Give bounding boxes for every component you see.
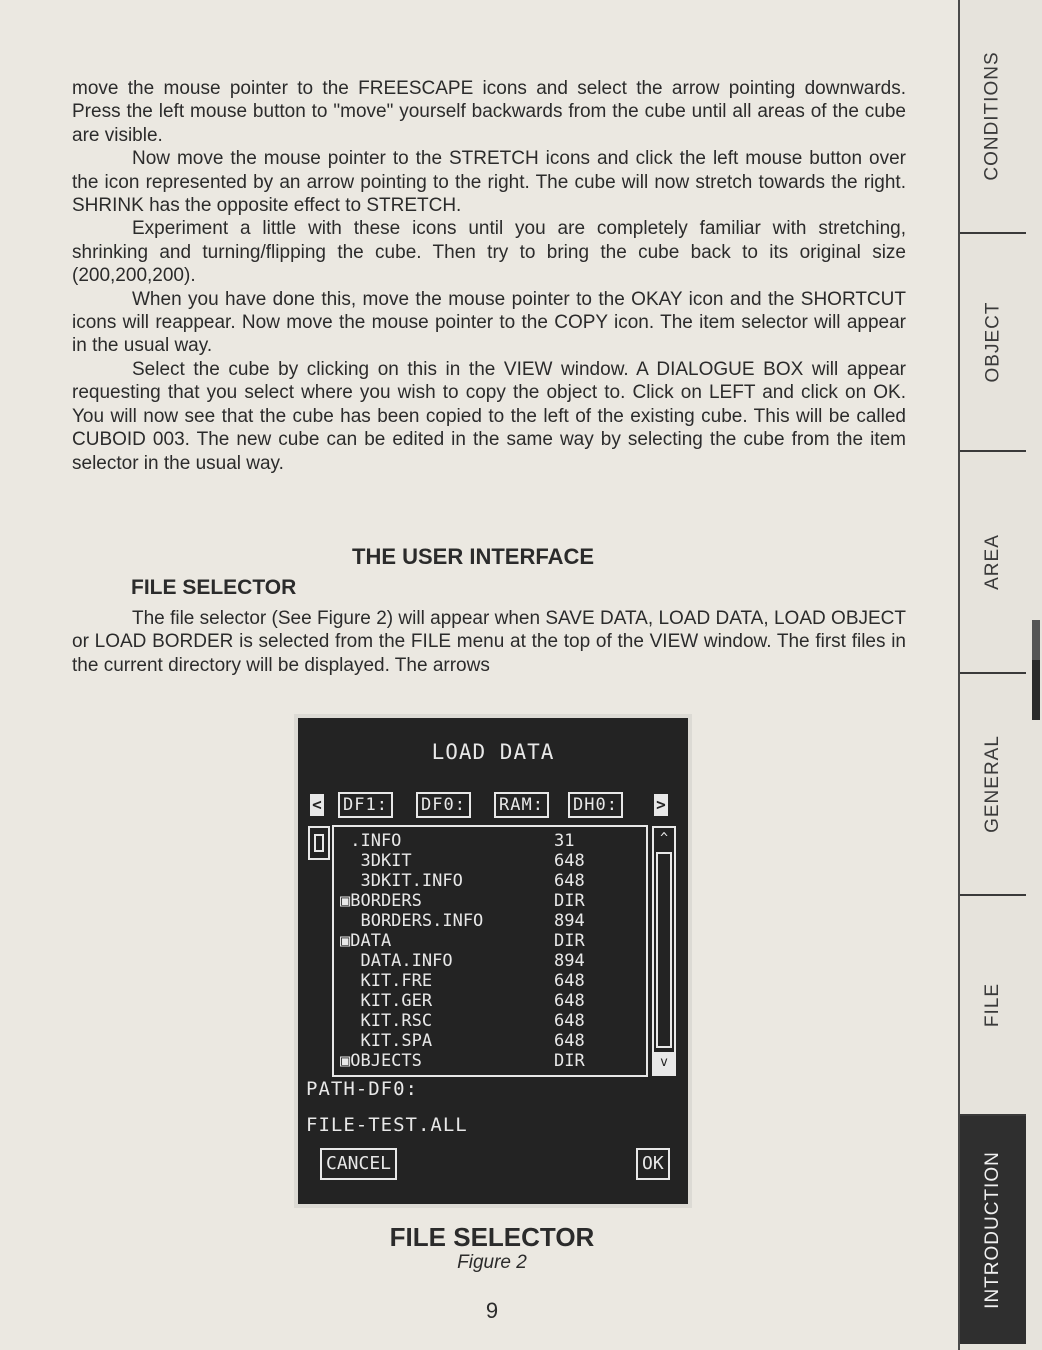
prev-drive-arrow-icon[interactable]: < (310, 794, 324, 816)
tab-conditions[interactable] (960, 0, 1026, 234)
figure-caption-title: FILE SELECTOR (389, 1222, 595, 1252)
drive-button-df0[interactable]: DF0: (416, 792, 471, 818)
file-field[interactable]: FILE-TEST.ALL (306, 1114, 468, 1136)
tab-introduction-label: INTRODUCTION (982, 1151, 1003, 1309)
file-row[interactable] (340, 911, 640, 931)
tab-introduction[interactable] (960, 1116, 1026, 1344)
dialog-title: LOAD DATA (431, 740, 555, 764)
body-text-2 (72, 607, 906, 677)
file-size: 894 (554, 951, 585, 971)
file-name: .INFO (340, 831, 402, 851)
drive-button-ram[interactable]: RAM: (494, 792, 549, 818)
file-name: DATA.INFO (340, 951, 453, 971)
load-data-dialog (298, 718, 688, 1204)
file-row[interactable] (340, 951, 640, 971)
path-field: PATH-DF0: (306, 1078, 418, 1100)
file-row[interactable] (340, 1031, 640, 1051)
file-name: KIT.SPA (340, 1031, 433, 1051)
file-size: DIR (554, 891, 585, 911)
tab-object[interactable] (960, 234, 1026, 452)
file-size: DIR (554, 1051, 585, 1071)
body-text (72, 77, 906, 475)
file-size: 648 (554, 991, 585, 1011)
section-heading: THE USER INTERFACE (352, 544, 595, 569)
file-row[interactable] (340, 1051, 640, 1071)
figure-caption-sub: Figure 2 (457, 1252, 527, 1273)
tab-file[interactable] (960, 896, 1026, 1116)
file-size: 648 (554, 1011, 585, 1031)
tab-object-label: OBJECT (982, 301, 1004, 383)
file-size: 648 (554, 851, 585, 871)
file-size: 894 (554, 911, 585, 931)
scroll-up-arrow-icon[interactable]: ^ (660, 831, 668, 846)
file-row[interactable] (340, 871, 640, 891)
file-name: 3DKIT.INFO (340, 871, 463, 891)
cancel-button[interactable]: CANCEL (320, 1148, 397, 1180)
file-name: KIT.GER (340, 991, 433, 1011)
file-size: 31 (554, 831, 575, 851)
file-size: 648 (554, 871, 585, 891)
file-row[interactable] (340, 891, 640, 911)
tab-conditions-label: CONDITIONS (982, 51, 1003, 181)
scroll-down-arrow-icon[interactable]: v (654, 1052, 674, 1074)
file-row[interactable] (340, 991, 640, 1011)
file-name: BORDERS.INFO (340, 911, 484, 931)
tab-file-label: FILE (982, 982, 1003, 1028)
file-row[interactable] (340, 831, 640, 851)
file-list-scrollbar[interactable] (652, 826, 676, 1076)
page-number: 9 (485, 1298, 499, 1323)
file-name: ▣DATA (340, 931, 392, 951)
file-row[interactable] (340, 971, 640, 991)
file-row[interactable] (340, 931, 640, 951)
tab-area-label: AREA (982, 534, 1003, 590)
scroll-thumb[interactable] (656, 852, 672, 1048)
file-size: DIR (554, 931, 585, 951)
ok-button[interactable]: OK (636, 1148, 670, 1180)
file-row[interactable] (340, 1011, 640, 1031)
paragraph: Select the cube by clicking on this in the VIEW window. A DIALOGUE BOX will appear requesting that you select where you wish to copy the object to. Click on LEFT and click on OK. You will now see that the cube has been copied to the left of the existing cube. This will be called CUBOID 003. The new cube can be edited in the same way by selecting the cube from the item selector in the usual way. (72, 358, 906, 474)
file-name: ▣BORDERS (340, 891, 422, 911)
paragraph: Now move the mouse pointer to the STRETCH icons and click the left mouse button over the icon represented by an arrow pointing to the right. The cube will now stretch towards the right. SHRINK has the opposite effect to STRETCH. (72, 148, 906, 217)
file-name: KIT.FRE (340, 971, 433, 991)
paragraph: When you have done this, move the mouse pointer to the OKAY icon and the SHORTCUT icons will reappear. Now move the mouse pointer to the COPY icon. The item selector will appear in the usual way. (72, 288, 906, 357)
tab-general-label: GENERAL (982, 735, 1003, 833)
drive-button-df1[interactable]: DF1: (338, 792, 393, 818)
file-name: ▣OBJECTS (340, 1051, 422, 1071)
paragraph: The file selector (See Figure 2) will appear when SAVE DATA, LOAD DATA, LOAD OBJECT or LOAD BORDER is selected from the FILE menu at the top of the VIEW window. The first files in the current directory will be displayed. The arrows (72, 608, 906, 676)
edge-mark (1032, 660, 1040, 720)
file-size: 648 (554, 971, 585, 991)
edge-mark (1032, 620, 1040, 660)
paragraph: Experiment a little with these icons until you are completely familiar with stretching, shrinking and turning/flipping the cube. Then try to bring the cube back to its original size (200,200,200). (72, 218, 906, 287)
file-size: 648 (554, 1031, 585, 1051)
drive-button-dh0[interactable]: DH0: (568, 792, 623, 818)
tab-area[interactable] (960, 452, 1026, 674)
next-drive-arrow-icon[interactable]: > (654, 794, 668, 816)
tab-general[interactable] (960, 674, 1026, 896)
paragraph: move the mouse pointer to the FREESCAPE icons and select the arrow pointing downwards. Press the left mouse button to "move" yourself backwards from the cube until all areas of the cube are visible. (72, 78, 906, 146)
file-name: KIT.RSC (340, 1011, 433, 1031)
file-row[interactable] (340, 851, 640, 871)
subheading: FILE SELECTOR (131, 576, 297, 599)
parent-dir-icon[interactable] (308, 826, 330, 860)
file-list (332, 825, 648, 1077)
file-name: 3DKIT (340, 851, 412, 871)
